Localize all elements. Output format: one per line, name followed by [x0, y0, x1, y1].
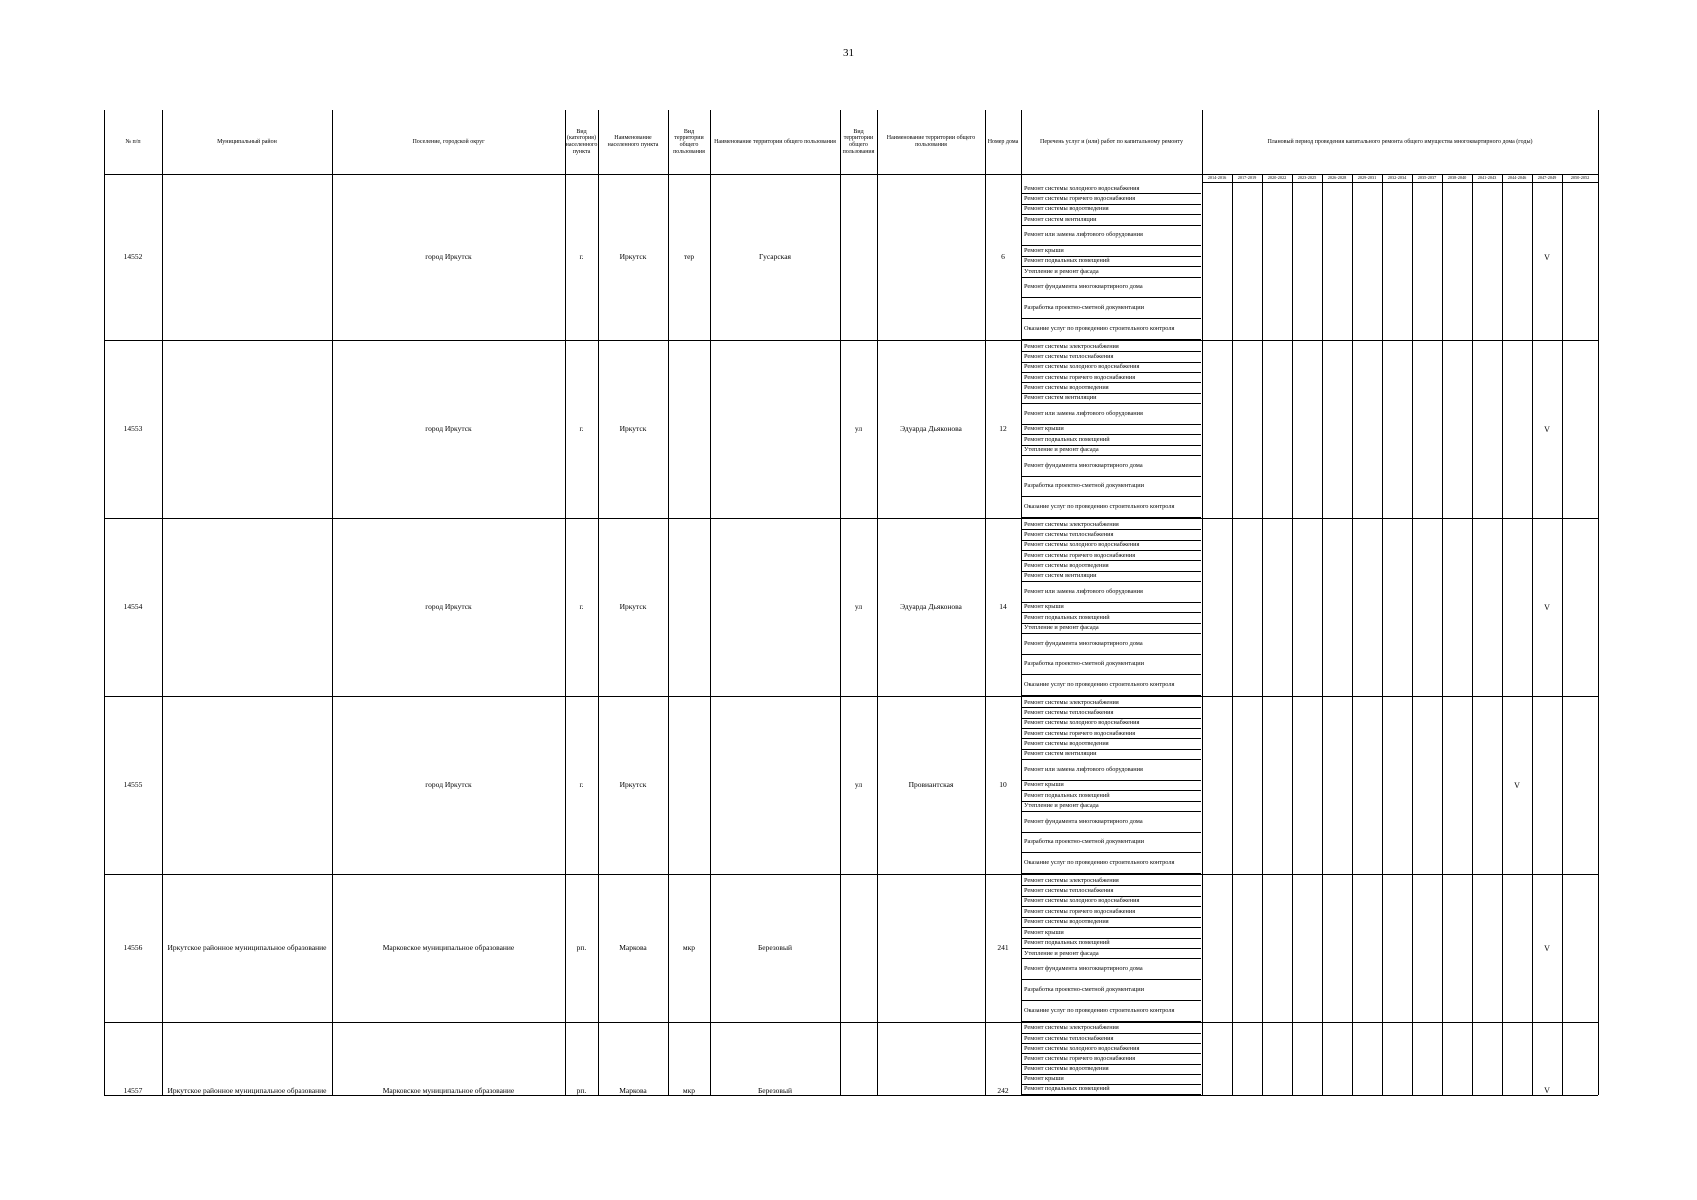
row-settlement: город Иркутск [425, 602, 472, 612]
header-period: Плановый период проведения капитального ремонта общего имущества многоквартирного дома (годы) [1267, 138, 1533, 145]
header-street-type: Вид территории общего пользования [842, 128, 875, 155]
row-house: 6 [1001, 252, 1005, 262]
service-item: Ремонт крыши [1022, 246, 1201, 256]
grid-line [104, 1095, 1598, 1096]
year-header-2014-2016: 2014-2016 [1207, 174, 1227, 180]
row-locality-type: г. [579, 780, 584, 790]
row-territory-type: мкр [682, 1086, 696, 1095]
row-locality-name: Маркова [619, 943, 647, 953]
row-locality-type: рп. [576, 1086, 587, 1095]
service-item: Разработка проектно-сметной документации [1022, 655, 1201, 676]
header-street-name: Наименование территории общего пользования [886, 135, 976, 148]
row-district: Иркутское районное муниципальное образование [167, 1086, 327, 1095]
service-item: Ремонт системы электроснабжения [1022, 1024, 1201, 1034]
service-item: Ремонт системы теплоснабжения [1022, 352, 1201, 362]
year-header-2038-2040: 2038-2040 [1447, 174, 1467, 180]
grid-line [598, 110, 599, 1095]
service-item: Оказание услуг по проведению строительного контроля [1022, 319, 1201, 340]
header-territory-type: Вид территории общего пользования [673, 128, 705, 155]
period-mark: V [1544, 1086, 1550, 1095]
grid-line [104, 518, 1598, 519]
service-item: Ремонт систем вентиляции [1022, 215, 1201, 225]
row-territory-name: Гусарская [759, 252, 791, 262]
grid-line [104, 110, 105, 1095]
row-settlement: город Иркутск [425, 424, 472, 434]
row-locality-name: Маркова [619, 1086, 647, 1095]
grid-line [1262, 174, 1263, 1095]
grid-line [162, 110, 163, 1095]
service-item: Разработка проектно-сметной документации [1022, 477, 1201, 498]
row-settlement: Марковское муниципальное образование [382, 943, 515, 953]
grid-line [1021, 110, 1022, 1095]
header-num: № п/п [125, 138, 141, 145]
service-item: Утепление и ремонт фасада [1022, 446, 1201, 456]
row-territory-type: мкр [682, 943, 696, 953]
grid-line [1598, 110, 1599, 1095]
page-number: 31 [843, 47, 854, 59]
year-header-2047-2049: 2047-2049 [1537, 174, 1557, 180]
grid-line [104, 174, 1598, 175]
row-territory-name [710, 518, 840, 696]
header-locality-type: Вид (категория) населенного пункта [565, 128, 598, 155]
service-item: Ремонт систем вентиляции [1022, 394, 1201, 404]
service-item: Оказание услуг по проведению строительного контроля [1022, 497, 1201, 518]
service-item: Ремонт или замена лифтового оборудования [1022, 760, 1201, 781]
service-item: Ремонт системы водоотведения [1022, 918, 1201, 928]
service-item: Утепление и ремонт фасада [1022, 802, 1201, 812]
row-territory-name [710, 696, 840, 874]
service-item: Ремонт системы горячего водоснабжения [1022, 1054, 1201, 1064]
service-item: Ремонт систем вентиляции [1022, 750, 1201, 760]
row-district [162, 174, 332, 340]
service-item: Ремонт крыши [1022, 781, 1201, 791]
period-mark: V [1544, 252, 1550, 262]
service-item: Ремонт системы горячего водоснабжения [1022, 551, 1201, 561]
row-street-name [877, 174, 985, 340]
service-item: Ремонт крыши [1022, 1075, 1201, 1085]
service-item: Ремонт подвальных помещений [1022, 257, 1201, 267]
row-settlement: город Иркутск [425, 780, 472, 790]
grid-line [1412, 174, 1413, 1095]
grid-line [1202, 110, 1203, 1095]
service-item: Ремонт систем вентиляции [1022, 572, 1201, 582]
row-district: Иркутское районное муниципальное образование [167, 943, 327, 953]
row-territory-name: Березовый [757, 943, 793, 953]
service-item: Утепление и ремонт фасада [1022, 624, 1201, 634]
service-item: Ремонт крыши [1022, 425, 1201, 435]
service-item: Утепление и ремонт фасада [1022, 949, 1201, 959]
row-street-type [840, 1022, 877, 1095]
header-locality-name: Наименование населенного пункта [607, 135, 659, 148]
grid-line [332, 110, 333, 1095]
row-num: 14552 [123, 252, 143, 262]
service-item: Ремонт системы горячего водоснабжения [1022, 373, 1201, 383]
year-header-2044-2046: 2044-2046 [1507, 174, 1527, 180]
grid-line [1442, 174, 1443, 1095]
row-street-type [840, 174, 877, 340]
service-item: Ремонт или замена лифтового оборудования [1022, 404, 1201, 425]
service-item: Оказание услуг по проведению строительного контроля [1022, 853, 1201, 874]
grid-line [877, 110, 878, 1095]
row-street-name [877, 1022, 985, 1095]
service-item: Ремонт фундамента многоквартирного дома [1022, 812, 1201, 833]
service-item: Ремонт системы теплоснабжения [1022, 1034, 1201, 1044]
service-item: Разработка проектно-сметной документации [1022, 298, 1201, 319]
service-item: Оказание услуг по проведению строительного контроля [1022, 675, 1201, 696]
row-territory-type [668, 340, 710, 518]
row-house: 242 [997, 1086, 1009, 1095]
row-territory-name: Березовый [757, 1086, 793, 1095]
grid-line [104, 1022, 1598, 1023]
service-item: Ремонт системы электроснабжения [1022, 698, 1201, 708]
service-item: Ремонт фундамента многоквартирного дома [1022, 959, 1201, 980]
header-services: Перечень услуг и (или) работ по капитальному ремонту [1040, 138, 1183, 145]
row-territory-type [668, 518, 710, 696]
service-item: Ремонт системы водоотведения [1022, 561, 1201, 571]
service-item: Ремонт системы горячего водоснабжения [1022, 194, 1201, 204]
row-num: 14553 [123, 424, 143, 434]
grid-line [1232, 174, 1233, 1095]
grid-line [1472, 174, 1473, 1095]
service-item: Ремонт подвальных помещений [1022, 435, 1201, 445]
grid-line [1352, 174, 1353, 1095]
grid-line [985, 110, 986, 1095]
service-item: Ремонт системы теплоснабжения [1022, 886, 1201, 896]
service-item: Ремонт подвальных помещений [1022, 939, 1201, 949]
row-num: 14556 [123, 943, 143, 953]
service-item: Ремонт системы холодного водоснабжения [1022, 541, 1201, 551]
header-territory-name: Наименование территории общего пользования [714, 138, 836, 145]
service-item: Ремонт крыши [1022, 603, 1201, 613]
service-item: Ремонт системы холодного водоснабжения [1022, 184, 1201, 194]
row-street-name: Провиантская [908, 780, 954, 790]
row-house: 10 [999, 780, 1007, 790]
service-item: Ремонт системы теплоснабжения [1022, 708, 1201, 718]
service-item: Ремонт системы теплоснабжения [1022, 530, 1201, 540]
service-item: Ремонт подвальных помещений [1022, 791, 1201, 801]
row-street-type: ул [854, 424, 863, 434]
service-item: Ремонт системы холодного водоснабжения [1022, 1044, 1201, 1054]
grid-line [104, 696, 1598, 697]
grid-line [1532, 174, 1533, 1095]
service-item: Ремонт фундамента многоквартирного дома [1022, 634, 1201, 655]
service-item: Ремонт крыши [1022, 928, 1201, 938]
service-item: Ремонт системы холодного водоснабжения [1022, 719, 1201, 729]
grid-line [710, 110, 711, 1095]
year-header-2050-2052: 2050-2052 [1570, 174, 1590, 180]
row-street-type [840, 874, 877, 1022]
period-mark: V [1514, 780, 1520, 790]
row-locality-name: Иркутск [619, 424, 647, 434]
grid-line [104, 340, 1598, 341]
row-street-name [877, 874, 985, 1022]
service-item: Разработка проектно-сметной документации [1022, 833, 1201, 854]
service-item: Ремонт системы холодного водоснабжения [1022, 363, 1201, 373]
service-item: Ремонт фундамента многоквартирного дома [1022, 456, 1201, 477]
row-house: 14 [999, 602, 1007, 612]
row-street-type: ул [854, 780, 863, 790]
grid-line [1202, 182, 1598, 183]
service-item: Ремонт подвальных помещений [1022, 613, 1201, 623]
year-header-2041-2043: 2041-2043 [1477, 174, 1497, 180]
grid-line [1292, 174, 1293, 1095]
service-item: Ремонт системы электроснабжения [1022, 876, 1201, 886]
row-locality-type: г. [579, 252, 584, 262]
grid-line [668, 110, 669, 1095]
row-locality-name: Иркутск [619, 780, 647, 790]
year-header-2020-2022: 2020-2022 [1267, 174, 1287, 180]
row-num: 14555 [123, 780, 143, 790]
row-num: 14557 [123, 1086, 143, 1095]
grid-line [1562, 174, 1563, 1095]
period-mark: V [1544, 602, 1550, 612]
service-item: Ремонт системы водоотведения [1022, 383, 1201, 393]
row-house: 12 [999, 424, 1007, 434]
period-mark: V [1544, 943, 1550, 953]
grid-line [1502, 174, 1503, 1095]
grid-line [565, 110, 566, 1095]
row-locality-type: рп. [576, 943, 587, 953]
grid-line [1322, 174, 1323, 1095]
service-item: Разработка проектно-сметной документации [1022, 980, 1201, 1001]
grid-line [1382, 174, 1383, 1095]
row-street-type: ул [854, 602, 863, 612]
row-street-name: Эдуарда Дьяконова [900, 424, 962, 434]
service-item: Ремонт системы электроснабжения [1022, 520, 1201, 530]
row-settlement: город Иркутск [425, 252, 472, 262]
row-territory-type [668, 696, 710, 874]
row-territory-type: тер [683, 252, 695, 262]
year-header-2032-2034: 2032-2034 [1387, 174, 1407, 180]
year-header-2029-2031: 2029-2031 [1357, 174, 1377, 180]
year-header-2017-2019: 2017-2019 [1237, 174, 1257, 180]
header-house: Номер дома [987, 138, 1019, 145]
row-locality-name: Иркутск [619, 602, 647, 612]
grid-line [840, 110, 841, 1095]
service-item: Ремонт или замена лифтового оборудования [1022, 226, 1201, 247]
row-district [162, 340, 332, 518]
service-item: Ремонт системы холодного водоснабжения [1022, 897, 1201, 907]
period-mark: V [1544, 424, 1550, 434]
row-district [162, 518, 332, 696]
row-house: 241 [997, 943, 1009, 953]
row-locality-name: Иркутск [619, 252, 647, 262]
service-item: Оказание услуг по проведению строительного контроля [1022, 1001, 1201, 1022]
service-item: Ремонт фундамента многоквартирного дома [1022, 278, 1201, 299]
service-item: Ремонт системы электроснабжения [1022, 342, 1201, 352]
row-district [162, 696, 332, 874]
row-locality-type: г. [579, 424, 584, 434]
row-settlement: Марковское муниципальное образование [382, 1086, 515, 1095]
service-item: Ремонт системы горячего водоснабжения [1022, 729, 1201, 739]
year-header-2023-2025: 2023-2025 [1297, 174, 1317, 180]
service-item: Ремонт системы водоотведения [1022, 739, 1201, 749]
service-item: Утепление и ремонт фасада [1022, 267, 1201, 277]
grid-line [104, 874, 1598, 875]
service-item: Ремонт подвальных помещений [1022, 1085, 1201, 1095]
service-item: Ремонт системы водоотведения [1022, 1065, 1201, 1075]
service-item: Ремонт системы горячего водоснабжения [1022, 907, 1201, 917]
service-item: Ремонт или замена лифтового оборудования [1022, 582, 1201, 603]
year-header-2035-2037: 2035-2037 [1417, 174, 1437, 180]
service-item: Ремонт системы водоотведения [1022, 205, 1201, 215]
header-district: Муниципальный район [217, 138, 277, 145]
year-header-2026-2028: 2026-2028 [1327, 174, 1347, 180]
row-street-name: Эдуарда Дьяконова [900, 602, 962, 612]
row-territory-name [710, 340, 840, 518]
row-locality-type: г. [579, 602, 584, 612]
row-num: 14554 [123, 602, 143, 612]
header-settlement: Поселение, городской округ [412, 138, 485, 145]
